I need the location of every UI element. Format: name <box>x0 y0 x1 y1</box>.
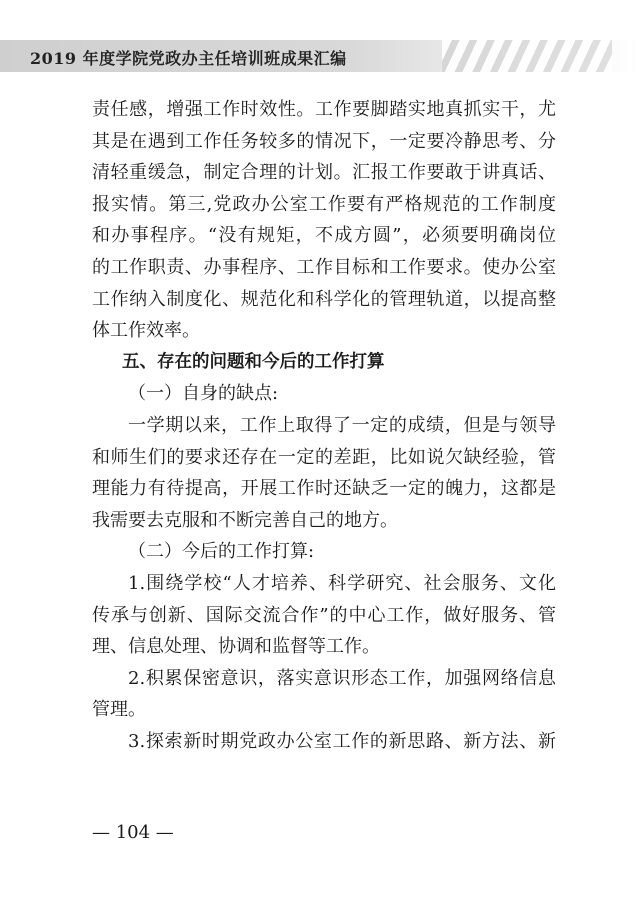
document-body <box>92 94 556 757</box>
list-item-line: 传承与创新、国际交流合作”的中心工作，做好服务、管 <box>92 604 556 626</box>
paragraph-line: 一学期以来，工作上取得了一定的成绩，但是与领导 <box>128 414 556 436</box>
paragraph-line: 和办事程序。“没有规矩，不成方圆”，必须要明确岗位 <box>92 225 556 247</box>
subsection-heading: （二）今后的工作打算: <box>128 541 315 563</box>
paragraph-line: 体工作效率。 <box>92 320 200 342</box>
list-item-line: 管理。 <box>92 699 146 721</box>
page-number: — 104 — <box>92 822 174 843</box>
running-header-title: 2019 年度学院党政办主任培训班成果汇编 <box>30 49 347 68</box>
paragraph-line: 报实情。第三,党政办公室工作要有严格规范的工作制度 <box>92 193 556 215</box>
paragraph-line: 和师生们的要求还存在一定的差距，比如说欠缺经验，管 <box>92 446 556 468</box>
paragraph-line: 工作纳入制度化、规范化和科学化的管理轨道，以提高整 <box>92 288 556 310</box>
list-item-line: 3.探索新时期党政办公室工作的新思路、新方法、新 <box>128 730 556 752</box>
paragraph-line: 我需要去克服和不断完善自己的地方。 <box>92 509 398 531</box>
list-item-line: 1.围绕学校“人才培养、科学研究、社会服务、文化 <box>128 572 556 594</box>
paragraph-line: 清轻重缓急，制定合理的计划。汇报工作要敢于讲真话、 <box>92 162 556 184</box>
subsection-heading: （一）自身的缺点: <box>128 383 279 405</box>
header-stripe-decoration <box>442 40 612 72</box>
section-heading: 五、存在的问题和今后的工作打算 <box>122 351 385 372</box>
paragraph-line: 的工作职责、办事程序、工作目标和工作要求。使办公室 <box>92 256 556 278</box>
list-item-line: 2.积累保密意识，落实意识形态工作，加强网络信息 <box>128 667 556 689</box>
list-item-line: 理、信息处理、协调和监督等工作。 <box>92 636 380 658</box>
paragraph-line: 责任感，增强工作时效性。工作要脚踏实地真抓实干，尤 <box>92 99 556 120</box>
paragraph-line: 理能力有待提高，开展工作时还缺乏一定的魄力，这都是 <box>92 478 556 500</box>
paragraph-line: 其是在遇到工作任务较多的情况下，一定要冷静思考、分 <box>92 130 556 152</box>
